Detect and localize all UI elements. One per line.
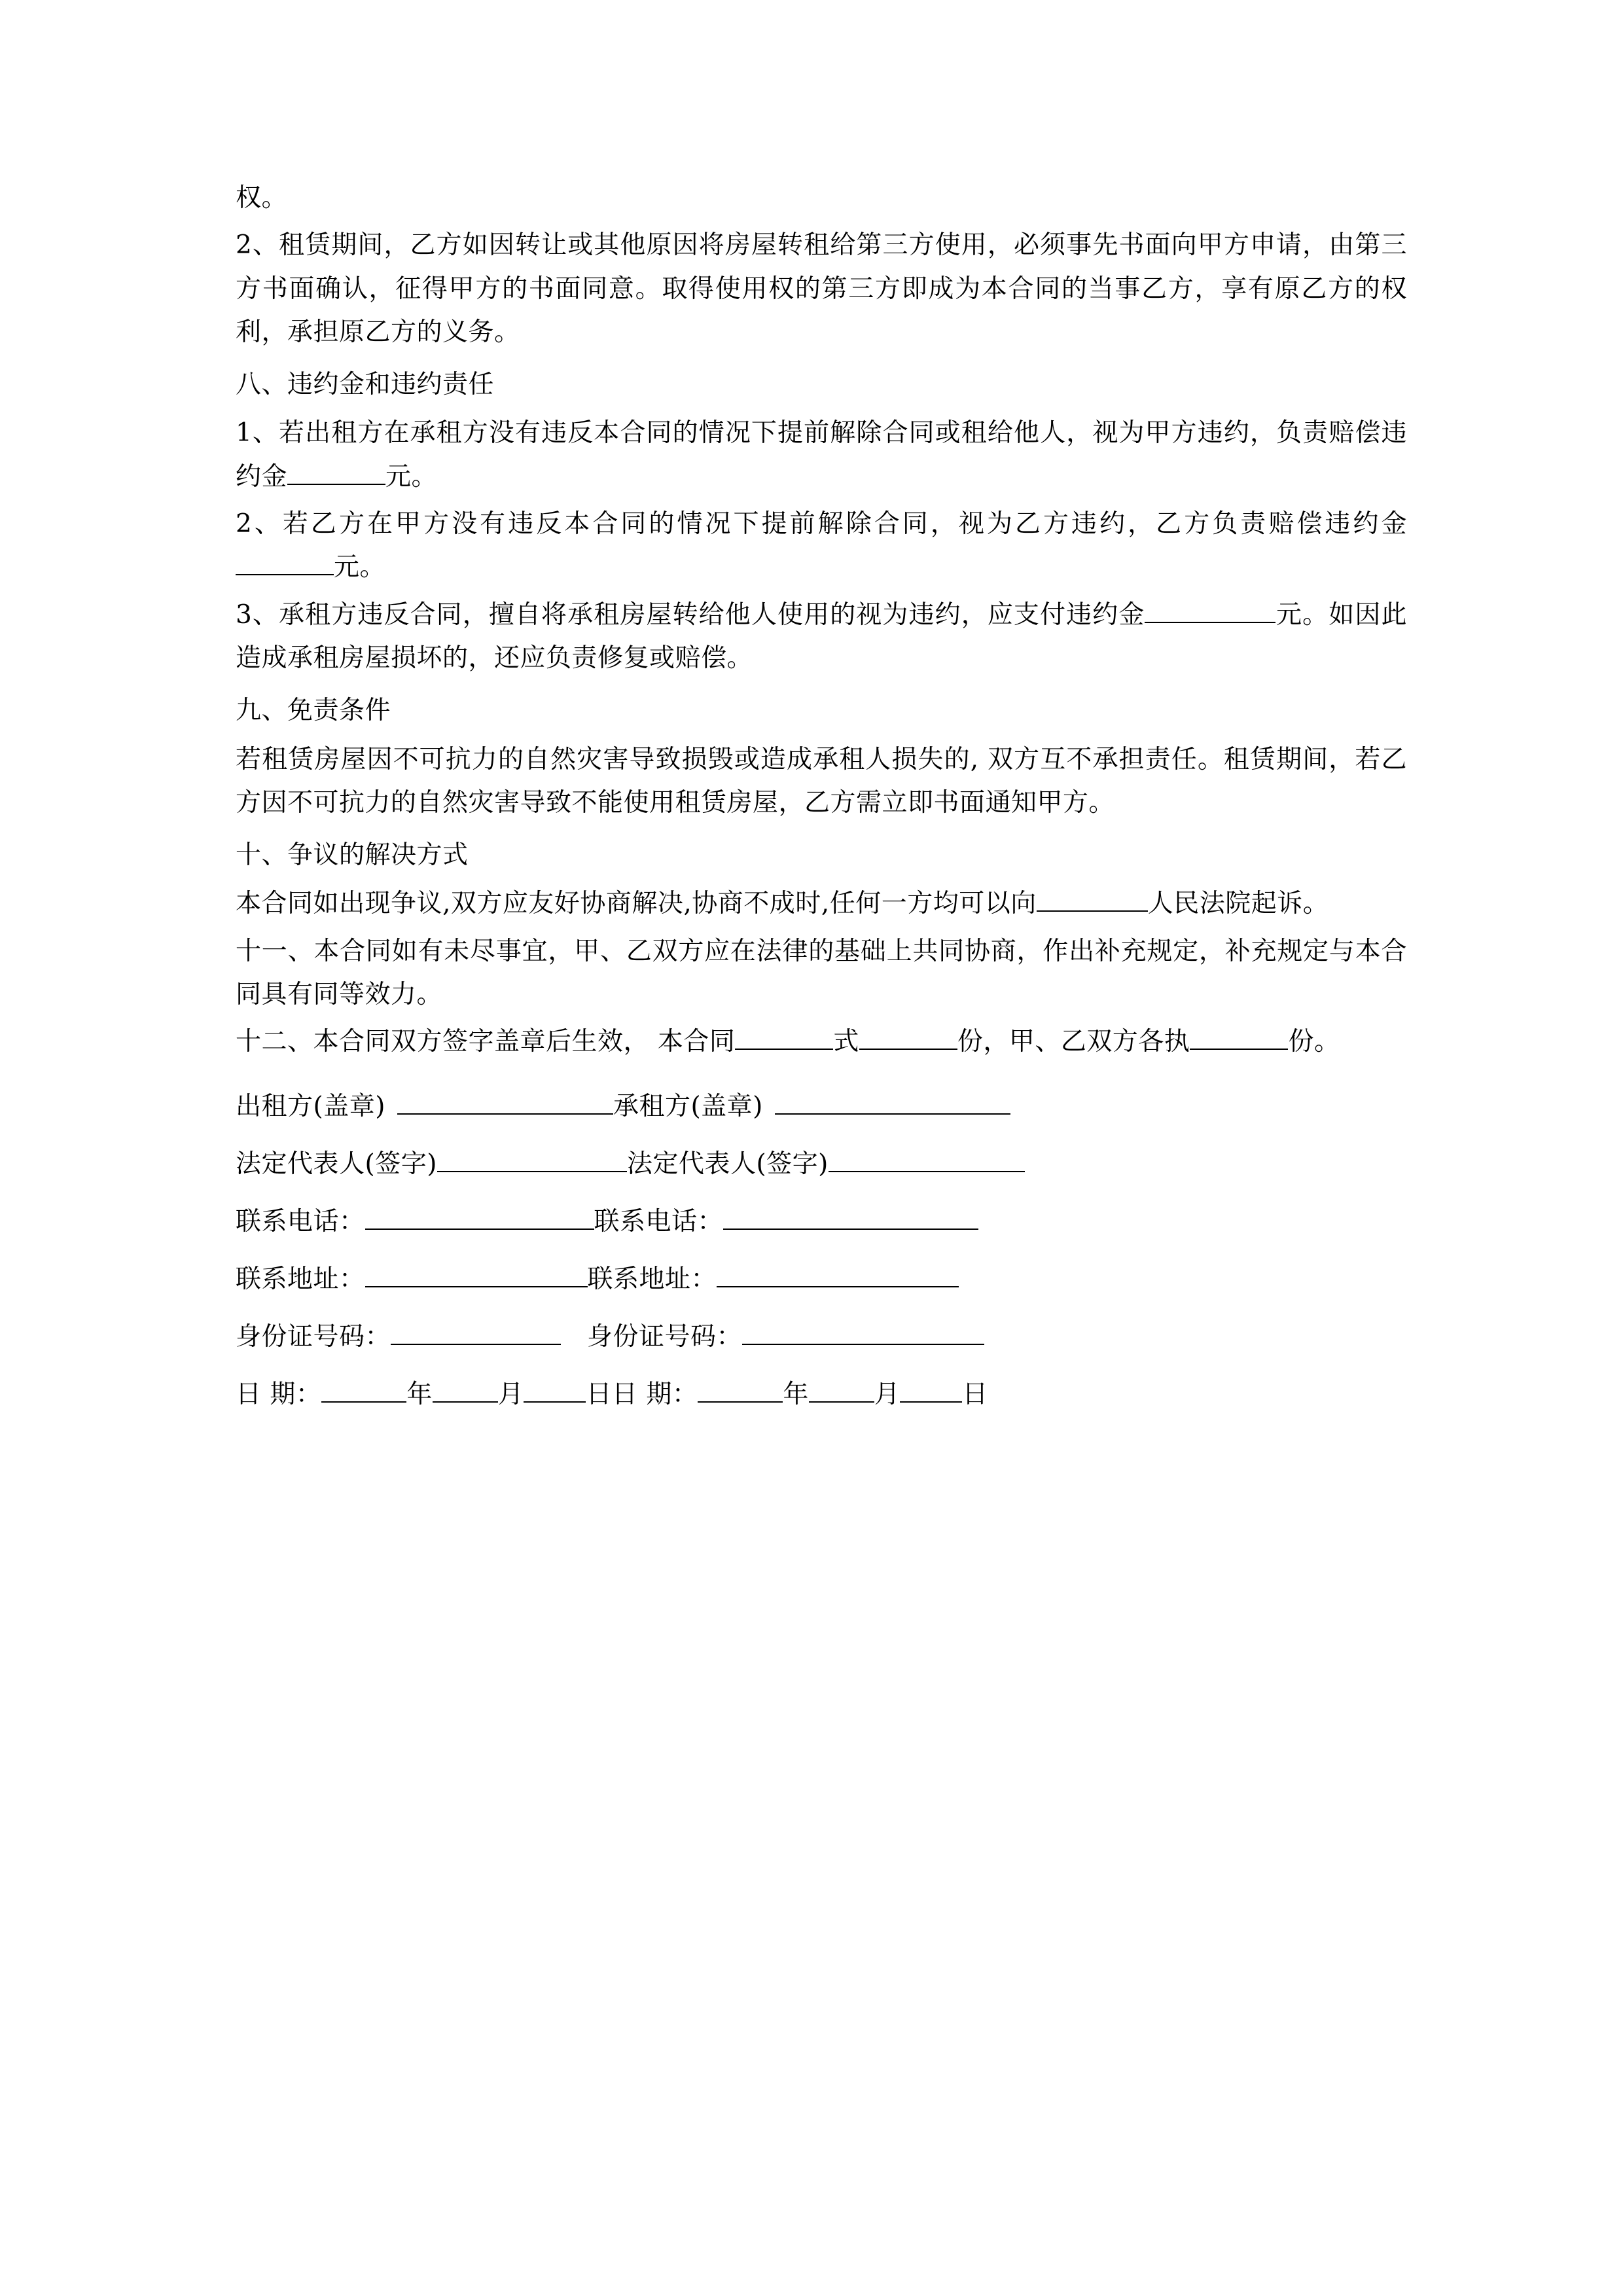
section-8-item-2-text-b: 元。 [334,552,386,583]
section-8-item-3 [236,594,1407,681]
signature-row-legal-rep [236,1139,1407,1190]
lessee-legal-rep-blank[interactable] [829,1145,1025,1172]
lessor-phone-blank[interactable] [365,1202,594,1230]
signature-row-address [236,1254,1407,1305]
lessee-date-day-unit: 日 [962,1379,988,1409]
paragraph-sublease: 2、租赁期间，乙方如因转让或其他原因将房屋转租给第三方使用，必须事先书面向甲方申请，由第三方书面确认，征得甲方的书面同意。取得使用权的第三方即成为本合同的当事乙方，享有原乙方的权利，承担原乙方的义务。 [236,230,1407,347]
penalty-amount-blank-2[interactable] [236,574,334,575]
heading-section-8: 八、违约金和违约责任 [236,370,495,400]
lessee-date-month-unit: 月 [874,1379,901,1409]
section-8-item-3-text-a: 3、承租方违反合同，擅自将承租房屋转给他人使用的视为违约，应支付违约金 [236,600,1145,630]
lessor-seal-blank[interactable] [397,1087,613,1115]
signature-block [236,1081,1407,1420]
lessee-date-label: 日 期： [611,1379,698,1409]
copies-format-blank[interactable] [735,1049,833,1050]
lessee-seal-blank[interactable] [775,1087,1010,1115]
lessor-date-day-blank[interactable] [524,1375,586,1403]
section-9-text: 若租赁房屋因不可抗力的自然灾害导致损毁或造成承租人损失的, 双方互不承担责任。租赁期间，若乙方因不可抗力的自然灾害导致不能使用租赁房屋，乙方需立即书面通知甲方。 [236,744,1407,817]
lessee-date-month-blank[interactable] [809,1375,874,1403]
section-10-text-b: 人民法院起诉。 [1147,889,1329,919]
lessor-date-month-blank[interactable] [433,1375,498,1403]
lessee-date-year-blank[interactable] [698,1375,783,1403]
penalty-amount-blank-1[interactable] [287,484,385,485]
section-8-item-3-text-b: 元。如因此造成承租房屋损坏的，还应负责修复或赔偿。 [236,600,1407,673]
signature-row-party-seal [236,1081,1407,1132]
copies-each-blank[interactable] [1190,1049,1288,1050]
lessor-legal-rep-label: 法定代表人(签字) [236,1149,437,1179]
signature-row-phone [236,1196,1407,1247]
document-body [236,177,1407,1420]
lessor-phone-label: 联系电话： [236,1206,365,1236]
lessor-date-year-unit: 年 [406,1379,433,1409]
section-12-text-b: 式 [833,1027,859,1057]
lessee-phone-label: 联系电话： [594,1206,724,1236]
section-12-text-c: 份，甲、乙双方各执 [957,1027,1190,1057]
section-11-text: 十一、本合同如有未尽事宜，甲、乙双方应在法律的基础上共同协商，作出补充规定，补充规定与本合同具有同等效力。 [236,936,1407,1010]
penalty-amount-blank-3[interactable] [1145,622,1275,623]
section-8-item-1 [236,412,1407,499]
lessor-date-day-unit: 日 [586,1379,612,1409]
heading-section-10: 十、争议的解决方式 [236,840,469,870]
lessor-address-blank[interactable] [365,1260,588,1287]
section-12-text [236,1020,1407,1064]
lessor-legal-rep-blank[interactable] [437,1145,627,1172]
paragraph-continued: 权。 [236,183,288,213]
section-12-text-a: 十二、本合同双方签字盖章后生效， 本合同 [236,1027,736,1057]
lessor-address-label: 联系地址： [236,1264,365,1294]
lessor-seal-label: 出租方(盖章) [236,1091,385,1121]
section-8-item-1-text-b: 元。 [385,461,438,492]
lessee-address-label: 联系地址： [587,1264,717,1294]
lessee-date-day-blank[interactable] [900,1375,962,1403]
heading-section-9: 九、免责条件 [236,696,391,726]
court-name-blank[interactable] [1037,910,1148,912]
section-8-item-1-text-a: 1、若出租方在承租方没有违反本合同的情况下提前解除合同或租给他人，视为甲方违约，负责赔偿违约金 [236,418,1407,492]
copies-count-blank[interactable] [859,1049,957,1050]
lessee-seal-label: 承租方(盖章) [613,1091,763,1121]
lessor-id-label: 身份证号码： [236,1321,391,1352]
lessee-id-label: 身份证号码： [587,1321,743,1352]
lessee-legal-rep-label: 法定代表人(签字) [626,1149,829,1179]
signature-row-id-number [236,1312,1407,1363]
lessor-date-label: 日 期： [236,1379,322,1409]
section-10-text [236,882,1407,925]
lessee-phone-blank[interactable] [723,1202,978,1230]
section-10-text-a: 本合同如出现争议,双方应友好协商解决,协商不成时,任何一方均可以向 [236,889,1037,919]
signature-row-date [236,1369,1407,1420]
lessee-id-blank[interactable] [742,1318,984,1345]
lessor-id-blank[interactable] [391,1318,561,1345]
lessee-date-year-unit: 年 [783,1379,809,1409]
lessor-date-year-blank[interactable] [321,1375,406,1403]
section-8-item-2 [236,503,1407,590]
section-12-text-d: 份。 [1288,1027,1340,1057]
lessee-address-blank[interactable] [717,1260,959,1287]
section-8-item-2-text-a: 2、若乙方在甲方没有违反本合同的情况下提前解除合同，视为乙方违约，乙方负责赔偿违约金 [236,509,1407,539]
lessor-date-month-unit: 月 [497,1379,524,1409]
